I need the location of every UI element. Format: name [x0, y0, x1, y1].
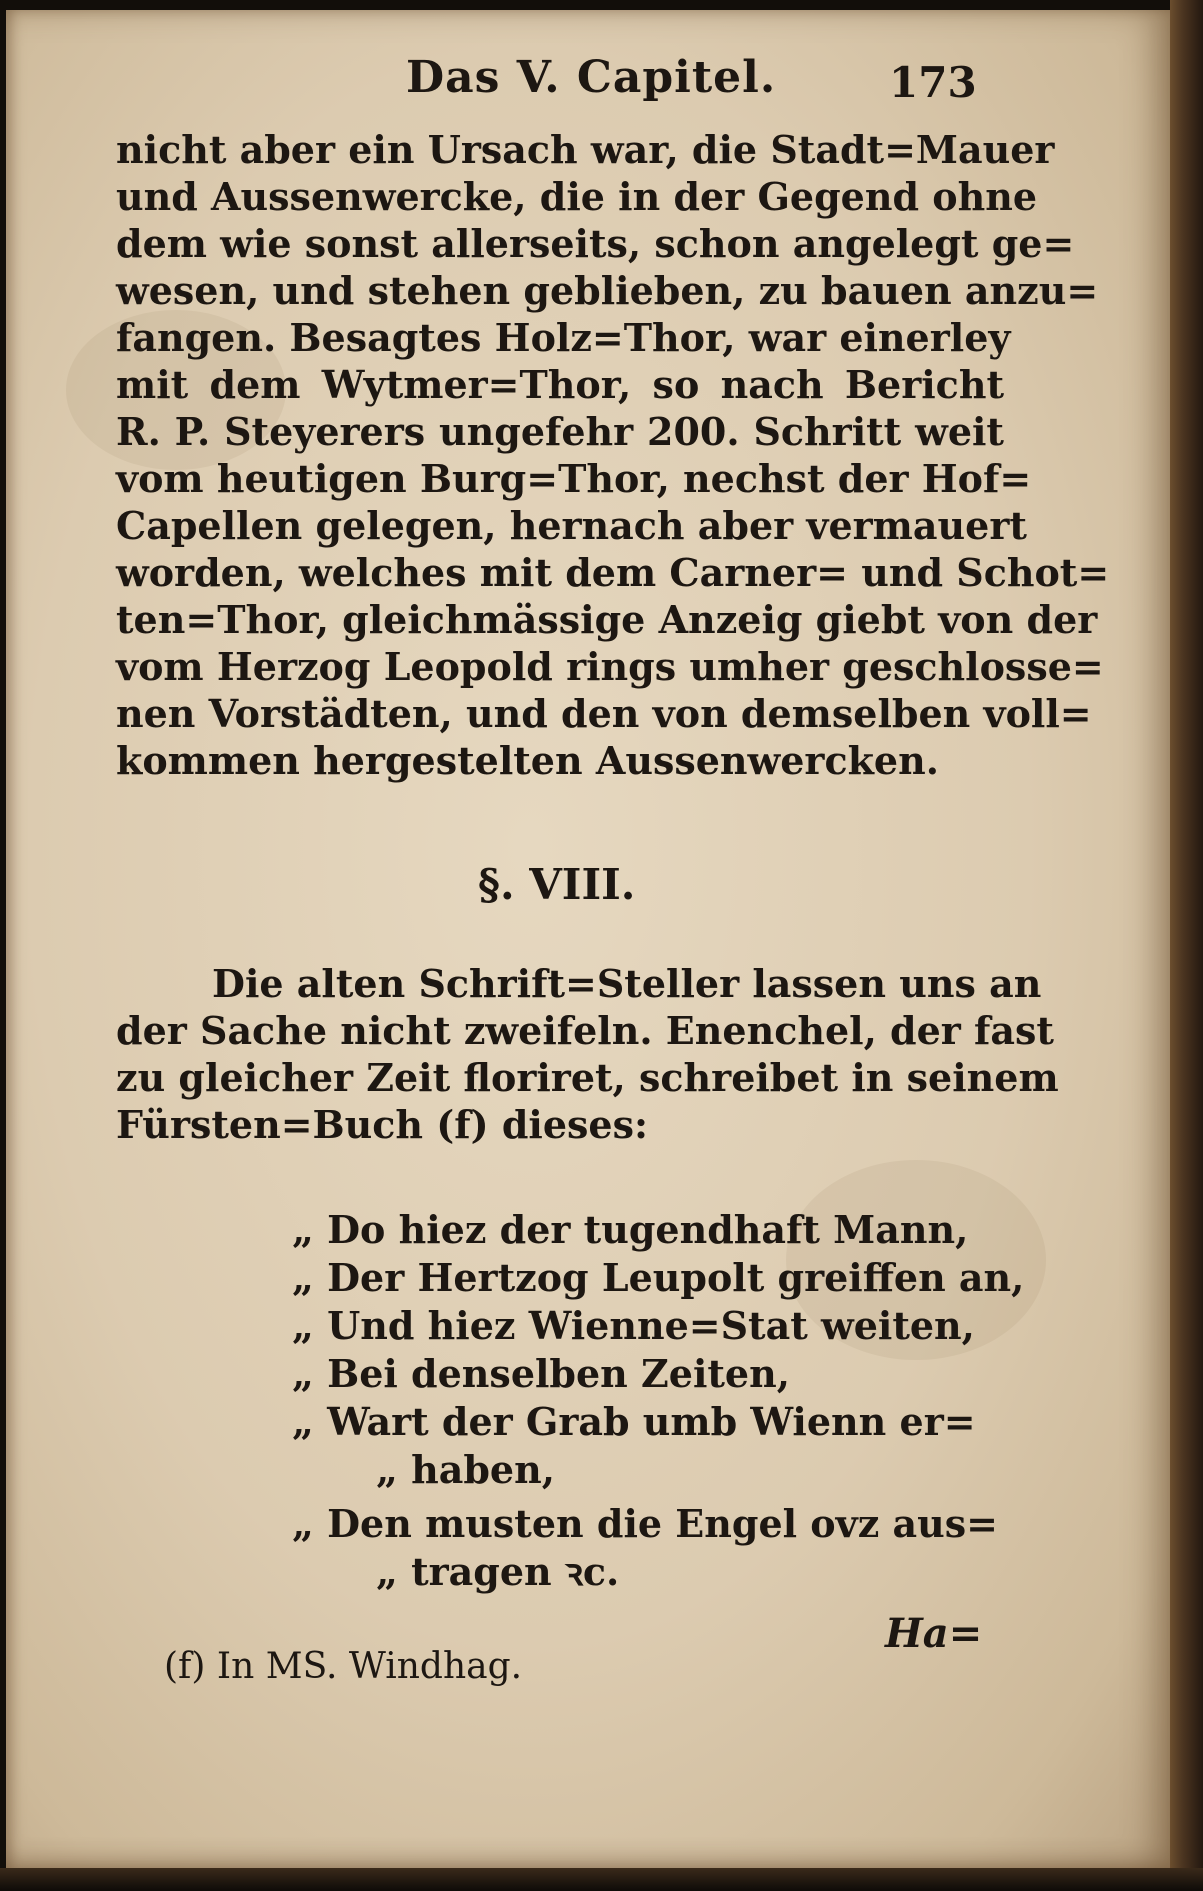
footnote: (f) In MS. Windhag.	[164, 1646, 523, 1687]
text-line: vom heutigen Burg=Thor, nechst der Hof=	[116, 456, 1032, 501]
page-bottom-edge	[0, 1868, 1203, 1891]
verse-line: „ Bei denselben Zeiten,	[292, 1351, 790, 1396]
verse-line: „ Wart der Grab umb Wienn er=	[292, 1399, 976, 1444]
verse-line: „ Den musten die Engel ovz aus=	[292, 1501, 999, 1546]
verse-line: „ Und hiez Wienne=Stat weiten,	[292, 1303, 975, 1348]
section-heading: §. VIII.	[478, 860, 636, 909]
text-line: vom Herzog Leopold rings umher geschlosse=	[116, 644, 1104, 689]
text-line: Capellen gelegen, hernach aber vermauert	[116, 503, 1027, 548]
running-head: Das V. Capitel.	[406, 52, 777, 103]
text-line: ten=Thor, gleichmässige Anzeig giebt von der	[116, 597, 1098, 642]
text-line: worden, welches mit dem Carner= und Schot=	[116, 550, 1110, 595]
page-edge	[1170, 0, 1203, 1891]
text-line: mit dem Wytmer=Thor, so nach Bericht	[116, 362, 1004, 407]
text-line: der Sache nicht zweifeln. Enenchel, der fast	[116, 1008, 1054, 1053]
text-line: R. P. Steyerers ungefehr 200. Schritt weit	[116, 409, 1004, 454]
text-line: wesen, und stehen geblieben, zu bauen anzu=	[116, 268, 1099, 313]
text-line: fangen. Besagtes Holz=Thor, war einerley	[116, 315, 1011, 360]
text-line: kommen hergestelten Aussenwercken.	[116, 738, 939, 783]
page-number: 173	[889, 58, 977, 107]
verse-line: „ tragen ꝛc.	[376, 1549, 620, 1594]
text-line: dem wie sonst allerseits, schon angelegt ge=	[116, 221, 1075, 266]
text-line: Die alten Schrift=Steller lassen uns an	[212, 961, 1042, 1006]
text-line: Fürsten=Buch (f) dieses:	[116, 1102, 648, 1147]
verse-line: „ haben,	[376, 1447, 555, 1492]
text-line: zu gleicher Zeit floriret, schreibet in seinem	[116, 1055, 1059, 1100]
text-line: und Aussenwercke, die in der Gegend ohne	[116, 174, 1038, 219]
catchword: Ha=	[885, 1610, 983, 1657]
verse-line: „ Der Hertzog Leupolt greiffen an,	[292, 1255, 1025, 1300]
text-line: nicht aber ein Ursach war, die Stadt=Mauer	[116, 127, 1055, 172]
verse-line: „ Do hiez der tugendhaft Mann,	[292, 1207, 969, 1252]
text-line: nen Vorstädten, und den von demselben voll=	[116, 691, 1092, 736]
